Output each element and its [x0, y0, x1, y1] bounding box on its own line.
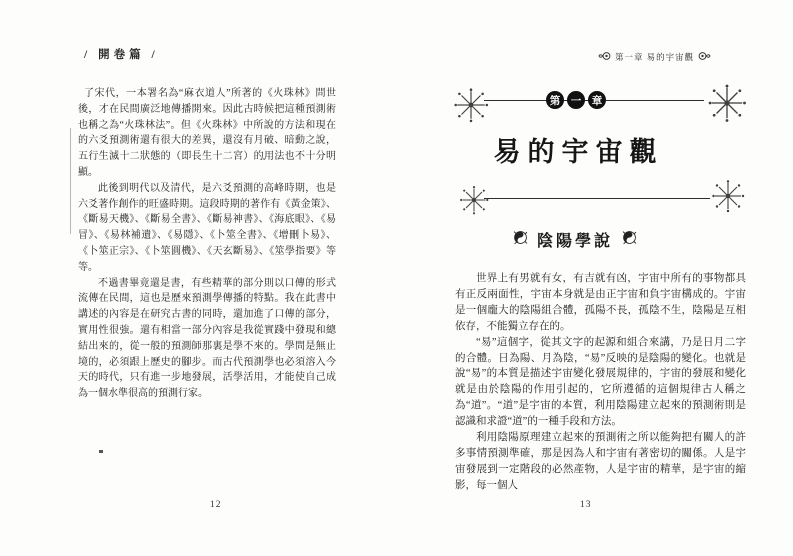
chapter-number-badge: [546, 91, 606, 109]
body-paragraph: 利用陰陽原理建立起來的預測術之所以能夠把有關人的許多事情預測準確，那是因為人和宇宙有著密切的關係。人是宇宙發展到一定階段的必然產物，人是宇宙的精華，是宇宙的縮影，每一個人: [455, 432, 746, 491]
floral-ornament-icon: [452, 84, 490, 131]
body-paragraph: 不過書畢竟還是書，有些精華的部分則以口傳的形式流傳在民間，這也是歷來預測學傳播的特點。我在此書中講述的內容是在研究古書的同時，還加進了口傳的部分，實用性很強。還有相當一部分內容是我從實踐中發現和總結出來的，從一般的預測師那裏是學不來的。學問是無止境的，必須跟上歷史的腳步。而古代預測學也必須溶入今天的時代，只有進一步地發展，活學活用，才能使自己成為一個水準很高的預測行家。: [78, 277, 336, 400]
running-head-right-label: 第一章 易的宇宙觀: [615, 52, 695, 62]
chapter-badge-circle: 一: [567, 91, 585, 109]
body-paragraph: “易”這個字，從其文字的起源和組合來講，乃是日月二字的合體。日為陽、月為陰，“易”反映的是陰陽的變化。也就是說“易”的本質是描述宇宙變化發展規律的，宇宙的發展和變化就是由於陰陽的作用引起的，它所遵循的這個規律古人稱之為“道”。“道”是宇宙的本質，利用陰陽建立起來的預測術則是認識和求證“道”的一種手段和方法。: [455, 336, 746, 428]
scroll-ornament-icon: [697, 50, 711, 64]
scan-speck: [99, 450, 103, 453]
banner-rule-bottom: [484, 198, 710, 199]
page-number-right: 13: [580, 500, 592, 510]
scroll-ornament-icon: [598, 50, 612, 64]
section-heading-label: 陰陽學說: [536, 233, 613, 250]
floral-ornament-icon: [706, 80, 748, 131]
running-head-right: [598, 50, 748, 64]
scan-artifact-line: [70, 128, 71, 234]
floral-ornament-icon: [458, 182, 490, 223]
floral-ornament-icon: [710, 176, 746, 221]
right-page-body: [455, 271, 746, 494]
left-page-body: [78, 86, 336, 402]
running-head-left: / 開卷篇 /: [84, 49, 159, 61]
chapter-banner: [450, 86, 748, 216]
taiji-icon: [622, 230, 637, 250]
body-paragraph: 此後到明代以及清代，是六爻預測的高峰時期，也是六爻著作創作的旺盛時期。這段時期的著作有《黃金策》、《斷易天機》、《斷易全書》、《斷易神書》、《海底眼》、《易冒》、《易林補遺》、《易隱》、《卜筮全書》、《增刪卜易》、《卜筮正宗》、《卜筮圓機》、《天玄斷易》、《筮學指要》等等。: [78, 182, 336, 273]
body-paragraph: 了宋代，一本署名為“麻衣道人”所著的《火珠林》問世後，才在民間廣泛地傳播開來。因此古時候把這種預測術也稱之為“火珠林法”。但《火珠林》中所說的方法和現在的六爻預測術還有很大的差異，還沒有月破、暗動之說，五行生滅十二狀態的（即長生十二宮）的用法也不十分明顯。: [78, 88, 336, 178]
section-heading: [450, 228, 700, 251]
page-number-left: 12: [210, 500, 222, 510]
body-paragraph: 世界上有男就有女，有吉就有凶，宇宙中所有的事物都具有正反兩面性，宇宙本身就是由正宇宙和負宇宙構成的。宇宙是一個龐大的陰陽組合體，孤陽不長，孤陰不生，陰陽是互相依存，不能獨立存在的。: [455, 273, 746, 332]
chapter-badge-circle: 第: [546, 91, 564, 109]
taiji-icon: [513, 230, 528, 250]
chapter-title: 易的宇宙觀: [493, 137, 664, 167]
chapter-badge-circle: 章: [588, 91, 606, 109]
